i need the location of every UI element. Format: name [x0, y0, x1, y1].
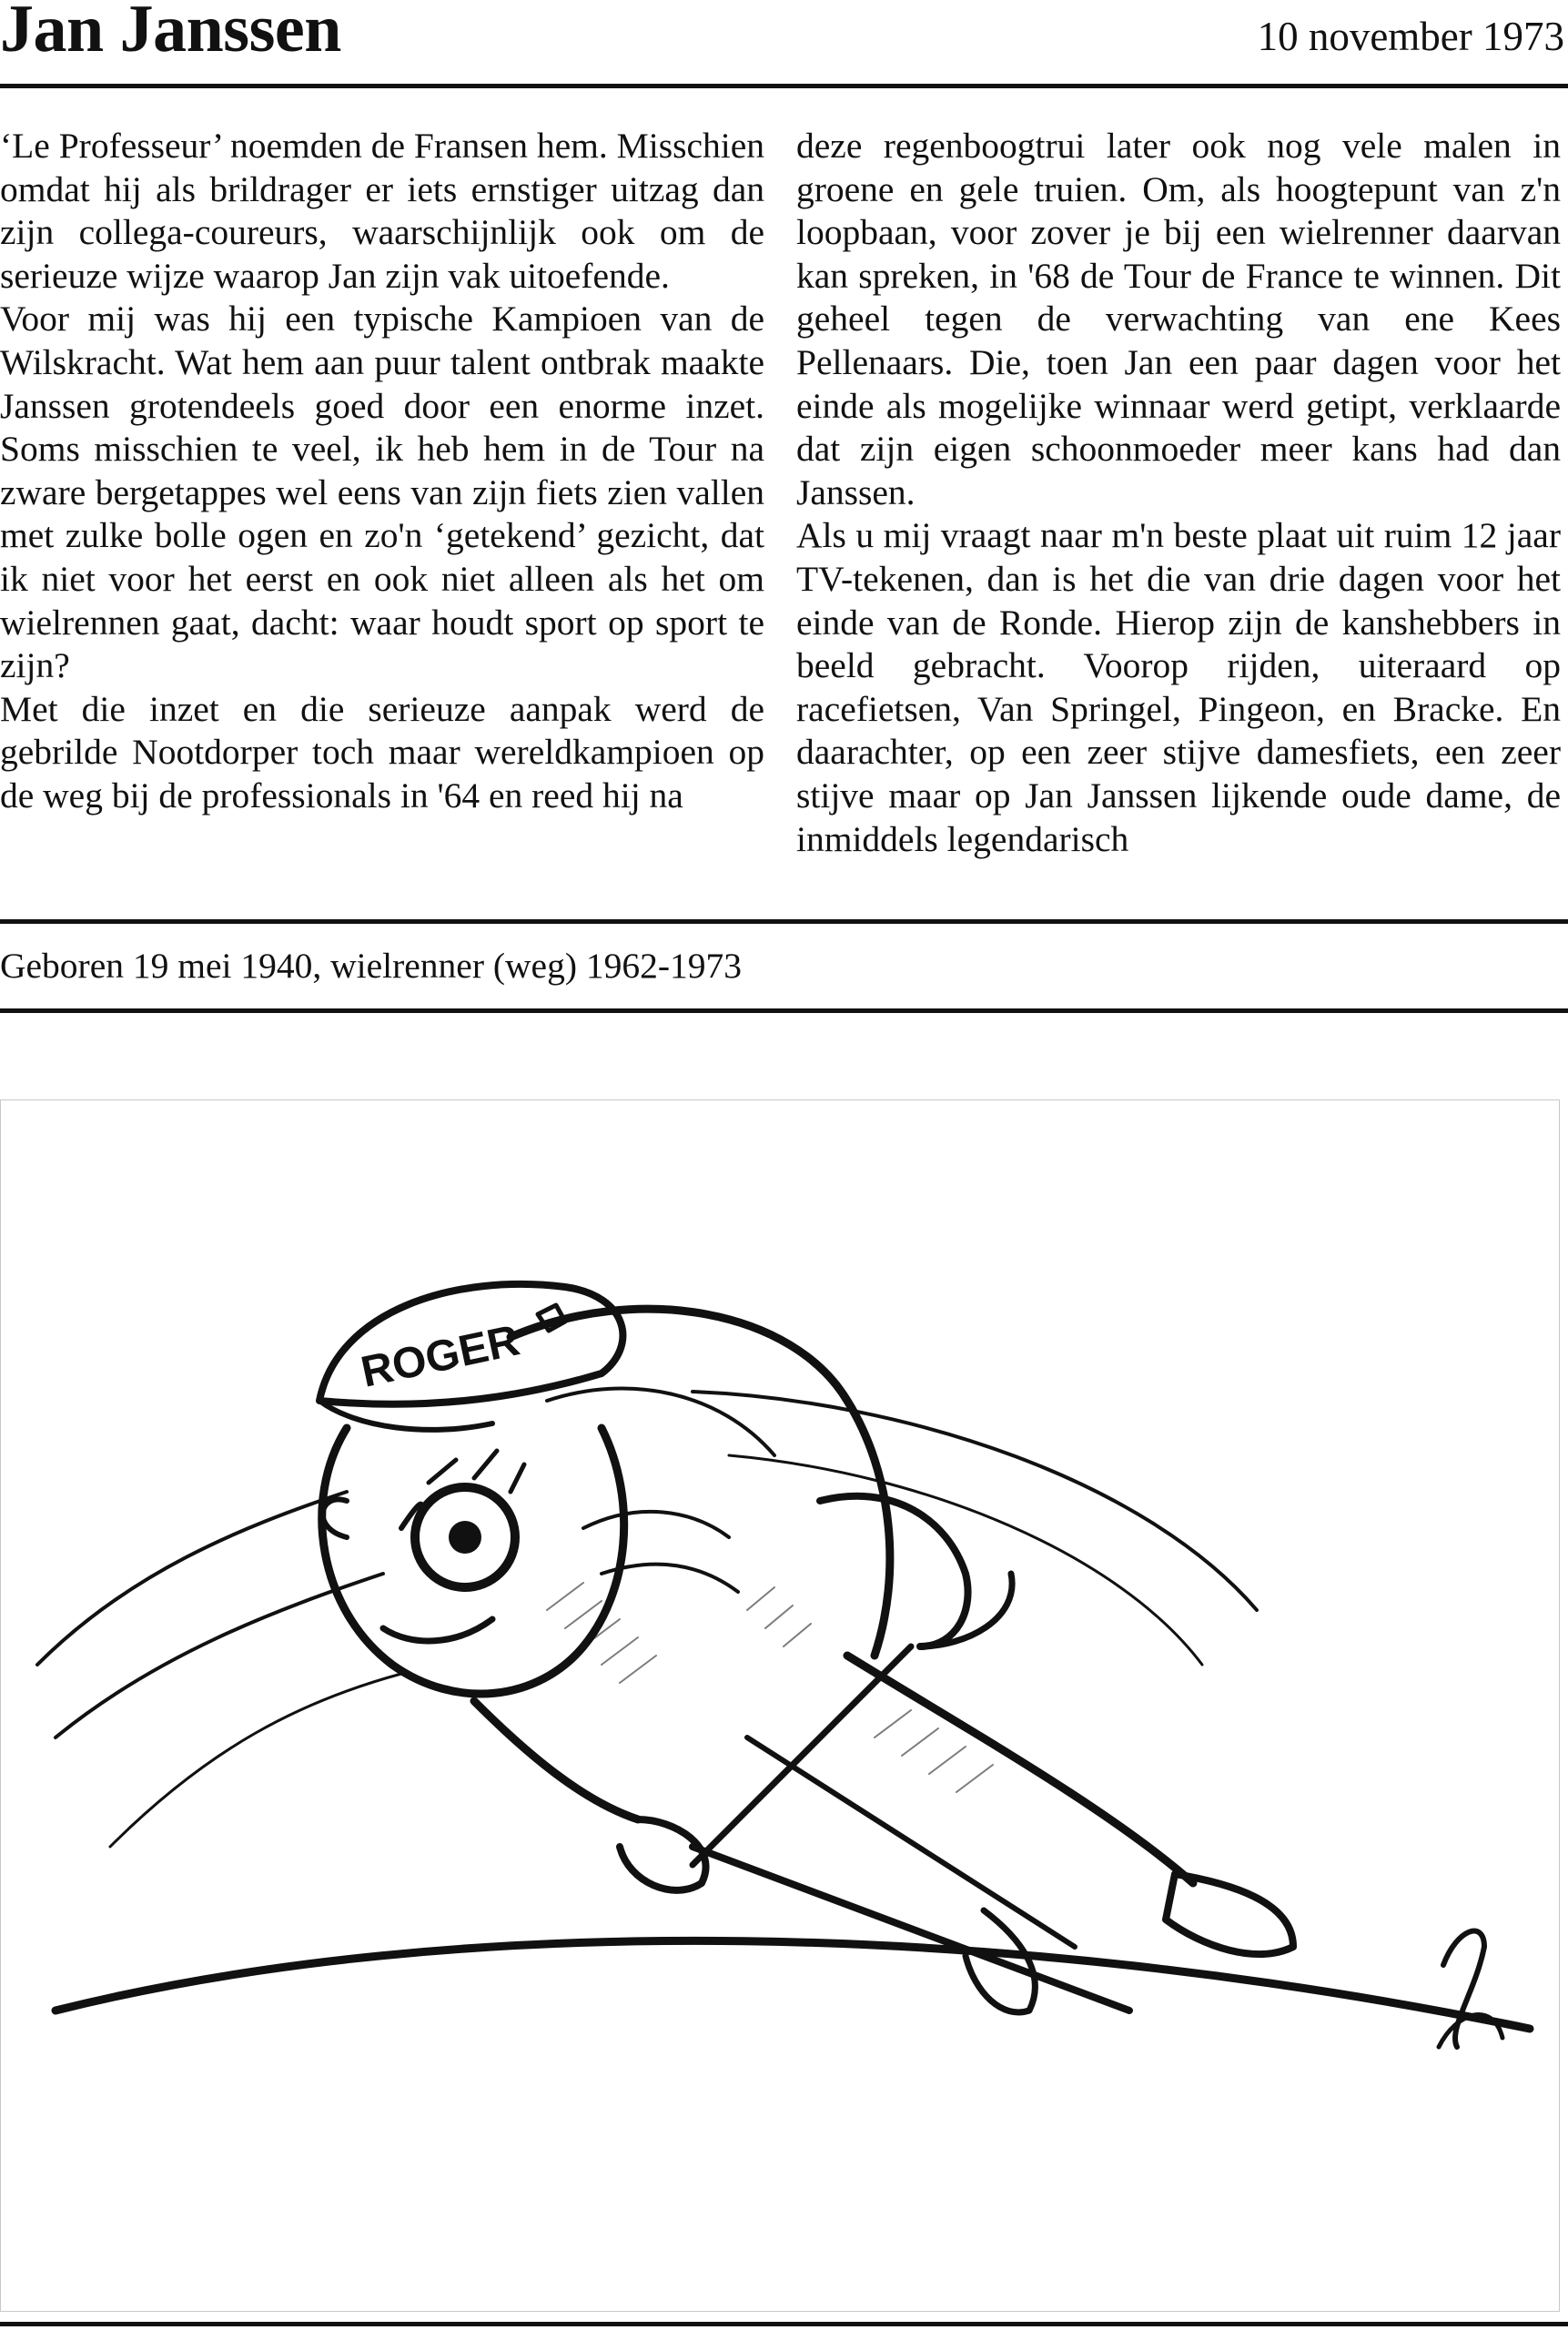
shoe — [1166, 1874, 1293, 1954]
article-body — [0, 125, 1568, 907]
motion-line — [56, 1574, 383, 1737]
page-header — [0, 0, 1568, 87]
page-title: Jan Janssen — [0, 0, 341, 66]
paragraph: deze regenboogtrui later ook nog vele malen in groene en gele truien. Om, als hoogtepunt van z'n loopbaan, voor zover je bij een wielrenner daarvan kan spreken, in '68 de Tour de France te winnen. Dit geheel tegen de verwachting van ene Kees Pellenaars. Die, toen Jan een paar dagen voor het einde als mogelijke winnaar werd getipt, verklaarde dat zijn eigen schoonmoeder meer kans had dan Janssen. — [796, 126, 1561, 512]
caption-divider-top — [0, 919, 1568, 924]
cyclist-drawing — [1, 1100, 1559, 2311]
arm — [474, 1701, 638, 1819]
face-outline — [322, 1428, 624, 1694]
shoulder — [820, 1496, 968, 1646]
track-line — [56, 1940, 1530, 2029]
cap-lettering: ROGER — [357, 1316, 524, 1397]
publication-date: 10 november 1973 — [1257, 14, 1564, 59]
jersey-outline — [511, 1309, 890, 1656]
footer-divider — [0, 2322, 1568, 2326]
paragraph: Als u mij vraagt naar m'n beste plaat uit ruim 12 jaar TV-tekenen, dan is het die van drie dagen voor het einde van de Ronde. Hierop zijn de kanshebbers in beeld gebracht. Voorop rijden, uiteraard op racefietsen, Van Springel, Pingeon, en Bracke. En daarachter, op een zeer stijve damesfiets, een zeer stijve maar op Jan Janssen lijkende oude dame, de inmiddels legendarisch — [796, 515, 1561, 859]
eye-pupil — [449, 1521, 481, 1554]
grin — [383, 1619, 492, 1641]
biography-caption: Geboren 19 mei 1940, wielrenner (weg) 1962-1973 — [0, 946, 742, 986]
glove — [620, 1819, 706, 1890]
header-divider — [0, 84, 1568, 88]
paragraph: Met die inzet en die serieuze aanpak werd de gebrilde Nootdorper toch maar wereldkampioen op de weg bij de professionals in '64 en reed hij na — [0, 688, 764, 816]
motion-line — [110, 1674, 401, 1847]
bike-down-tube — [693, 1847, 1129, 2011]
motion-line — [693, 1392, 1257, 1610]
caption-divider-bottom — [0, 1008, 1568, 1013]
motion-line — [37, 1492, 347, 1665]
article-column-left — [0, 125, 764, 818]
leg — [847, 1656, 1193, 1883]
shading — [547, 1583, 993, 1792]
jersey-stripe — [547, 1389, 774, 1456]
glasses-arm — [401, 1504, 421, 1528]
paragraph: Voor mij was hij een typische Kampioen van de Wilskracht. Wat hem aan puur talent ontbrak maakte Janssen grotendeels goed door een enorme inzet. Soms misschien te veel, ik heb hem in de Tour na zware bergetappes wel eens van zijn fiets zien vallen met zulke bolle ogen en zo'n ‘getekend’ gezicht, dat ik niet voor het eerst en ook niet alleen als het om wielrennen gaat, dacht: waar houdt sport op sport te zijn? — [0, 299, 764, 686]
article-column-right — [796, 125, 1561, 861]
jersey-lettering — [583, 1512, 738, 1592]
caricature-illustration — [0, 1099, 1560, 2312]
paragraph: ‘Le Professeur’ noemden de Fransen hem. Misschien omdat hij als brildrager er iets ernstiger uitzag dan zijn collega-coureurs, waarschijnlijk ook om de serieuze wijze waarop Jan zijn vak uitoefende. — [0, 126, 764, 296]
